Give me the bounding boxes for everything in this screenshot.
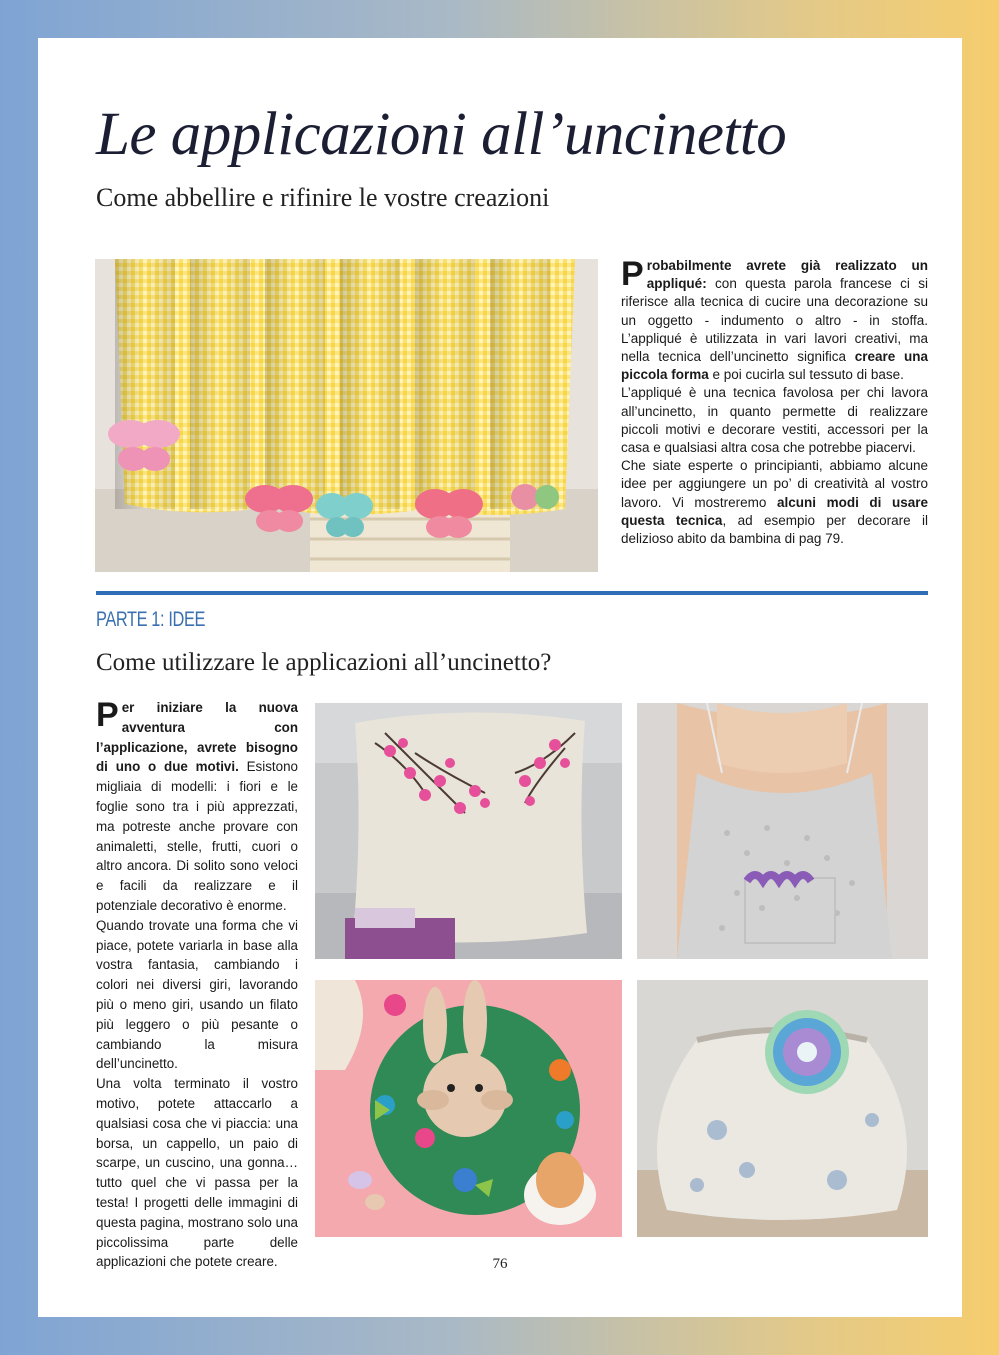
body-p1: Esistono migliaia di modelli: i fiori e le foglie sono tra i più apprezzati, ma potreste anche provare con animaletti, stelle, frutti, cuori o altro ancora. Di solito sono veloci e facili da realizzare e il potenziale decorativo è enorme. bbox=[96, 759, 298, 913]
intro-lead: robabilmente avrete già realizzato un appliqué: bbox=[646, 258, 928, 292]
magazine-page bbox=[38, 38, 962, 1317]
intro-p3-part1: Che siate esperte o principianti, abbiamo alcune idee per aggiungere un po’ di creatività al vostro lavoro. Vi mostreremo bbox=[621, 458, 928, 510]
body-p3: Una volta terminato il vostro motivo, potete attaccarlo a qualsiasi cosa che vi piaccia: una borsa, un cappello, un paio di scarpe, un cuscino, una gonna… tutto quel che vi passa per la testa! I progetti delle immagini di questa pagina, mostrano solo una piccolissima parte delle applicazioni che potete creare. bbox=[96, 1076, 298, 1270]
section-title: Come utilizzare le applicazioni all’uncinetto? bbox=[96, 649, 552, 676]
tanktop-pocket-photo bbox=[637, 703, 928, 959]
intro-dropcap: P bbox=[621, 255, 644, 293]
bunny-mat-photo bbox=[315, 980, 622, 1237]
body-dropcap: P bbox=[96, 696, 119, 734]
page-subtitle: Come abbellire e rifinire le vostre creazioni bbox=[96, 183, 550, 212]
intro-text bbox=[621, 257, 928, 548]
intro-p1-part1: con questa parola francese ci si riferisce alla tecnica di cucire una decorazione su un oggetto - indumento o altro - in stoffa. L’appliqué è utilizzata in vari lavori creativi, ma nella tecnica dell’uncinetto significa bbox=[621, 276, 928, 365]
intro-p3-part2: , ad esempio per decorare il delizioso abito da bambina di pag 79. bbox=[621, 512, 928, 547]
intro-p2: L’appliqué è una tecnica favolosa per chi lavora all’uncinetto, in quanto permette di realizzare piccoli motivi e decorare vestiti, accessori per la casa e qualsiasi altra cosa che potrebbe piacervi. bbox=[621, 385, 928, 456]
section-divider bbox=[96, 591, 928, 595]
page-title: Le applicazioni all’uncinetto bbox=[96, 101, 787, 168]
purse-flower-photo bbox=[637, 980, 928, 1237]
cushion-blossom-photo bbox=[315, 703, 622, 959]
section-label: PARTE 1: IDEE bbox=[96, 608, 206, 631]
intro-p3-emphasis: alcuni modi di usare questa tecnica bbox=[621, 494, 928, 528]
intro-p1-part2: e poi cucirla sul tessuto di base. bbox=[708, 367, 904, 383]
body-p2: Quando trovate una forma che vi piace, potete variarla in base alla vostra fantasia, cambiando i colori nei diversi giri, lavorando più o meno giri, usando un filato più leggero o più pesante o cambiando la misura dell’uncinetto. bbox=[96, 917, 298, 1072]
page-number: 76 bbox=[492, 1256, 508, 1272]
body-lead: er iniziare la nuova avventura con l’applicazione, avrete bisogno di uno o due motivi. bbox=[96, 700, 298, 775]
body-text bbox=[96, 698, 298, 1272]
skirt-butterflies-photo bbox=[95, 259, 598, 572]
intro-p1-emphasis: creare una piccola forma bbox=[621, 349, 928, 383]
